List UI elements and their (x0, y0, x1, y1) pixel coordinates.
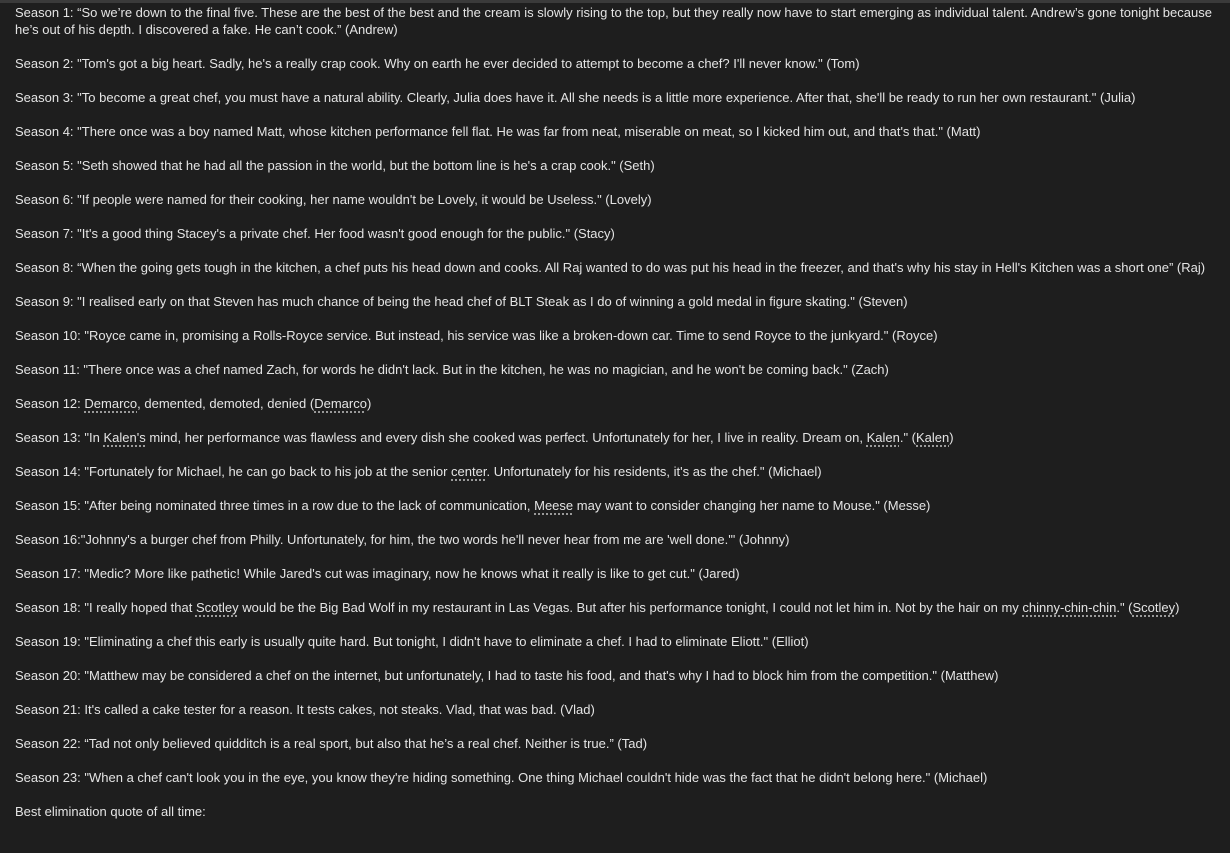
text-paragraph[interactable] (15, 89, 1215, 106)
text-run: Season 5: "Seth showed that he had all the passion in the world, but the bottom line is he's a crap cook." (Seth) (15, 158, 655, 173)
spellcheck-flagged-word[interactable]: Kalen's (103, 430, 146, 445)
text-paragraph[interactable] (15, 123, 1215, 140)
text-run: Season 3: "To become a great chef, you must have a natural ability. Clearly, Julia does have it. All she needs is a little more experience. After that, she'll be ready to run her own restaurant." (Julia) (15, 90, 1136, 105)
text-run: Season 9: "I realised early on that Steven has much chance of being the head chef of BLT Steak as I do of winning a gold medal in figure skating." (Steven) (15, 294, 908, 309)
text-paragraph[interactable] (15, 395, 1215, 412)
window-top-border (0, 0, 1230, 3)
text-paragraph[interactable] (15, 497, 1215, 514)
spellcheck-flagged-word[interactable]: chinny-chin-chin (1022, 600, 1117, 615)
spellcheck-flagged-word[interactable]: Demarco (314, 396, 367, 411)
text-run: Season 6: "If people were named for their cooking, her name wouldn't be Lovely, it would be Useless." (Lovely) (15, 192, 652, 207)
text-run: Season 8: “When the going gets tough in the kitchen, a chef puts his head down and cooks. All Raj wanted to do was put his head in the freezer, and that's why his stay in Hell's Kitchen was a short one” (Raj) (15, 260, 1206, 275)
text-run: Season 19: "Eliminating a chef this early is usually quite hard. But tonight, I didn't have to eliminate a chef. I had to eliminate Eliott." (Elliot) (15, 634, 809, 649)
text-paragraph[interactable] (15, 735, 1215, 752)
text-run: Season 18: "I really hoped that (15, 600, 196, 615)
spellcheck-flagged-word[interactable]: Meese (534, 498, 574, 513)
text-run: Season 14: "Fortunately for Michael, he can go back to his job at the senior (15, 464, 452, 479)
text-run: Season 1: “So we’re down to the final five. These are the best of the best and the cream is slowly rising to the top, but they really now have to start emerging as individual talent. Andrew’s gone tonight because he’s out of his depth. I discovered a fake. He can’t cook.” (Andrew) (15, 5, 1212, 37)
text-paragraph[interactable] (15, 769, 1215, 786)
text-run: ) (1175, 600, 1180, 615)
spellcheck-flagged-word[interactable]: Scotley (1132, 600, 1176, 615)
text-paragraph[interactable] (15, 55, 1215, 72)
spellcheck-flagged-word[interactable]: Kalen (916, 430, 950, 445)
text-run: Season 20: "Matthew may be considered a chef on the internet, but unfortunately, I had to taste his food, and that's why I had to block him from the competition." (Matthew) (15, 668, 999, 683)
text-paragraph[interactable] (15, 225, 1215, 242)
text-run: Season 4: "There once was a boy named Matt, whose kitchen performance fell flat. He was far from neat, miserable on meat, so I kicked him out, and that's that." (Matt) (15, 124, 981, 139)
text-run: ." ( (899, 430, 916, 445)
spellcheck-flagged-word[interactable]: Kalen (866, 430, 900, 445)
text-paragraph[interactable] (15, 701, 1215, 718)
text-paragraph[interactable] (15, 259, 1215, 276)
text-run: Season 15: "After being nominated three times in a row due to the lack of communication, (15, 498, 535, 513)
text-run: ." ( (1116, 600, 1133, 615)
text-paragraph[interactable] (15, 293, 1215, 310)
spellcheck-flagged-word[interactable]: Scotley (195, 600, 239, 615)
text-paragraph[interactable] (15, 667, 1215, 684)
text-run: Season 7: "It's a good thing Stacey's a private chef. Her food wasn't good enough for the public." (Stacy) (15, 226, 615, 241)
text-paragraph[interactable] (15, 565, 1215, 582)
text-run: Season 11: "There once was a chef named Zach, for words he didn't lack. But in the kitchen, he was no magician, and he won't be coming back." (Zach) (15, 362, 889, 377)
text-paragraph[interactable] (15, 191, 1215, 208)
text-run: ) (366, 396, 372, 411)
text-run: Season 10: "Royce came in, promising a Rolls-Royce service. But instead, his service was like a broken-down car. Time to send Royce to the junkyard." (Royce) (15, 328, 938, 343)
text-paragraph[interactable] (15, 4, 1215, 38)
text-run: , demented, demoted, denied ( (137, 396, 315, 411)
text-run: Season 13: "In (15, 430, 104, 445)
text-run: Season 23: "When a chef can't look you in the eye, you know they're hiding something. One thing Michael couldn't hide was the fact that he didn't belong here." (Michael) (15, 770, 988, 785)
text-run: Season 2: "Tom's got a big heart. Sadly, he's a really crap cook. Why on earth he ever decided to attempt to become a chef? I'll never know." (Tom) (15, 56, 860, 71)
text-run: would be the Big Bad Wolf in my restaurant in Las Vegas. But after his performance tonight, I could not let him in. Not by the hair on my (238, 600, 1023, 615)
text-run: mind, her performance was flawless and every dish she cooked was perfect. Unfortunately for her, I live in reality. Dream on, (145, 430, 867, 445)
text-run: Season 12: (15, 396, 85, 411)
text-paragraph[interactable] (15, 327, 1215, 344)
text-paragraph[interactable] (15, 463, 1215, 480)
text-paragraph[interactable] (15, 429, 1215, 446)
document-body[interactable] (15, 4, 1215, 837)
text-paragraph[interactable] (15, 803, 1215, 820)
text-run: Season 16:"Johnny's a burger chef from Philly. Unfortunately, for him, the two words he'll never hear from me are 'well done.'" (Johnny) (15, 532, 790, 547)
text-paragraph[interactable] (15, 531, 1215, 548)
text-paragraph[interactable] (15, 599, 1215, 616)
spellcheck-flagged-word[interactable]: Demarco (84, 396, 138, 411)
text-paragraph[interactable] (15, 633, 1215, 650)
text-run: . Unfortunately for his residents, it's as the chef." (Michael) (486, 464, 822, 479)
text-paragraph[interactable] (15, 157, 1215, 174)
text-run: Season 17: "Medic? More like pathetic! While Jared's cut was imaginary, now he knows what it really is like to get cut." (Jared) (15, 566, 740, 581)
text-run: Best elimination quote of all time: (15, 804, 206, 819)
text-run: Season 22: “Tad not only believed quidditch is a real sport, but also that he’s a real chef. Neither is true.” (Tad) (15, 736, 648, 751)
text-run: Season 21: It's called a cake tester for a reason. It tests cakes, not steaks. Vlad, that was bad. (Vlad) (15, 702, 595, 717)
spellcheck-flagged-word[interactable]: center (451, 464, 487, 479)
text-run: may want to consider changing her name to Mouse." (Messe) (573, 498, 931, 513)
text-run: ) (949, 430, 954, 445)
text-paragraph[interactable] (15, 361, 1215, 378)
